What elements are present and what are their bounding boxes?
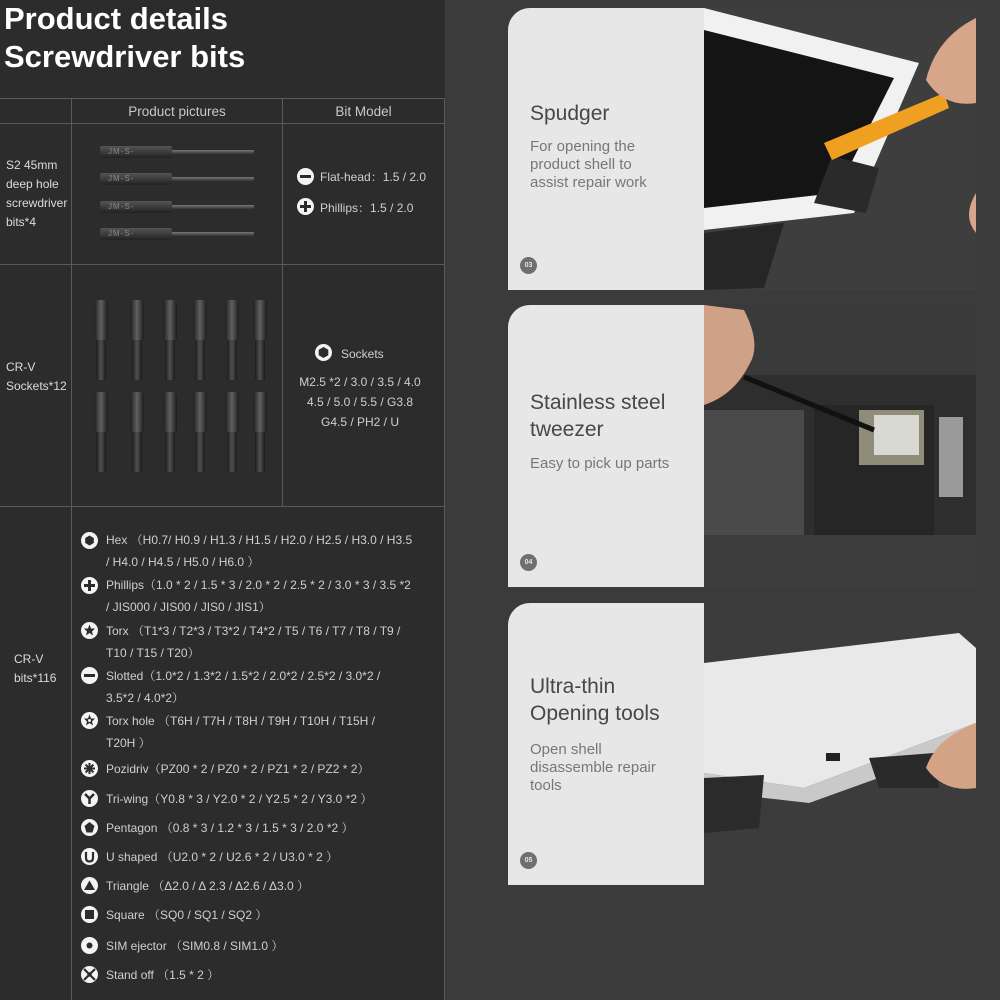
card-panel	[508, 603, 704, 885]
square-icon	[81, 906, 98, 923]
card-title: Ultra-thin Opening tools	[530, 675, 660, 725]
row-label-sockets: CR-V Sockets*12	[6, 360, 67, 393]
phillips-icon	[81, 577, 98, 594]
triangle-icon	[81, 877, 98, 894]
table-border-top	[0, 98, 445, 99]
card-number-badge: 03	[520, 257, 537, 274]
pentagon-icon	[81, 819, 98, 836]
bit-row-phillips: Phillips（1.0 * 2 / 1.5 * 3 / 2.0 * 2 / 2.5 * 2 / 3.0 * 3 / 3.5 *2 / JIS000 / JIS00 / JIS0 / JIS1）	[106, 578, 411, 614]
card-description: Open shell disassemble repair tools	[530, 741, 656, 794]
torx-hole-icon	[81, 712, 98, 729]
bit-row-torx: Torx （T1*3 / T2*3 / T3*2 / T4*2 / T5 / T6 / T7 / T8 / T9 / T10 / T15 / T20）	[106, 624, 401, 660]
bit-row-torx-hole: Torx hole （T6H / T7H / T8H / T9H / T10H / T15H / T20H ）	[106, 714, 375, 750]
screwdriver-bit-image: JM-S-	[100, 201, 260, 213]
sockets-label: Sockets	[341, 347, 384, 361]
slotted-icon	[81, 667, 98, 684]
spudger-photo	[704, 8, 976, 290]
tri-wing-icon	[81, 790, 98, 807]
bit-row-hex: Hex （H0.7/ H0.9 / H1.3 / H1.5 / H2.0 / H2.5 / H3.0 / H3.5 / H4.0 / H4.5 / H5.0 / H6.0 ）	[106, 533, 413, 569]
torx-icon	[81, 622, 98, 639]
flat-head-icon	[297, 168, 314, 185]
card-description: For opening the product shell to assist repair work	[530, 138, 647, 191]
feature-card-spudger	[508, 8, 976, 290]
card-title: Stainless steel tweezer	[530, 391, 666, 441]
table-header-divider	[0, 123, 445, 124]
feature-card-tweezer	[508, 305, 976, 587]
table-col-divider	[282, 98, 283, 506]
card-panel	[508, 305, 704, 587]
feature-card-opening-tools	[508, 603, 976, 885]
socket-icon	[315, 344, 332, 361]
table-col-divider	[71, 98, 72, 1000]
bit-row-pentagon: Pentagon （0.8 * 3 / 1.2 * 3 / 1.5 * 3 / 2.0 *2 ）	[106, 821, 354, 835]
screwdriver-bit-image: JM-S-	[100, 173, 260, 185]
bit-row-sim-ejector: SIM ejector （SIM0.8 / SIM1.0 ）	[106, 939, 284, 953]
tweezer-photo	[704, 305, 976, 587]
column-header-pictures: Product pictures	[128, 104, 226, 119]
table-row-divider	[0, 264, 445, 265]
column-header-model: Bit Model	[335, 104, 392, 119]
bit-row-triangle: Triangle （Δ2.0 / Δ 2.3 / Δ2.6 / Δ3.0 ）	[106, 879, 310, 893]
bit-row-slotted: Slotted（1.0*2 / 1.3*2 / 1.5*2 / 2.0*2 / 2.5*2 / 3.0*2 / 3.5*2 / 4.0*2）	[106, 669, 381, 705]
card-number-badge: 05	[520, 852, 537, 869]
flat-head-model: Flat-head：1.5 / 2.0	[320, 170, 427, 184]
card-panel	[508, 8, 704, 290]
card-number-badge: 04	[520, 554, 537, 571]
title-line-2: Screwdriver bits	[4, 39, 246, 74]
product-details-panel	[0, 0, 445, 1000]
sim-ejector-icon	[81, 937, 98, 954]
stand-off-icon	[81, 966, 98, 983]
bit-row-pozidriv: Pozidriv（PZ00 * 2 / PZ0 * 2 / PZ1 * 2 / PZ2 * 2）	[106, 762, 370, 776]
table-border-right	[444, 98, 445, 1000]
opening-tools-photo	[704, 603, 976, 885]
bit-row-u-shaped: U shaped （U2.0 * 2 / U2.6 * 2 / U3.0 * 2 ）	[106, 850, 339, 864]
phillips-icon	[297, 198, 314, 215]
screwdriver-bit-image: JM-S-	[100, 228, 260, 240]
phillips-model: Phillips：1.5 / 2.0	[320, 201, 414, 215]
title-line-1: Product details	[4, 1, 228, 36]
card-description: Easy to pick up parts	[530, 455, 670, 472]
sockets-sizes: M2.5 *2 / 3.0 / 3.5 / 4.0 4.5 / 5.0 / 5.5 / G3.8 G4.5 / PH2 / U	[299, 375, 421, 429]
screwdriver-bit-image: JM-S-	[100, 146, 260, 158]
bit-row-square: Square （SQ0 / SQ1 / SQ2 ）	[106, 908, 268, 922]
row-label-s2-bits: S2 45mm deep hole screwdriver bits*4	[6, 158, 68, 229]
hex-icon	[81, 532, 98, 549]
page-title	[4, 0, 245, 76]
pozidriv-icon	[81, 760, 98, 777]
card-title: Spudger	[530, 102, 610, 125]
bit-row-stand-off: Stand off （1.5 * 2 ）	[106, 968, 220, 982]
table-row-divider	[0, 506, 445, 507]
row-label-bits: CR-V bits*116	[14, 652, 57, 685]
u-shaped-icon	[81, 848, 98, 865]
bit-row-tri-wing: Tri-wing（Y0.8 * 3 / Y2.0 * 2 / Y2.5 * 2 / Y3.0 *2 ）	[106, 792, 373, 806]
